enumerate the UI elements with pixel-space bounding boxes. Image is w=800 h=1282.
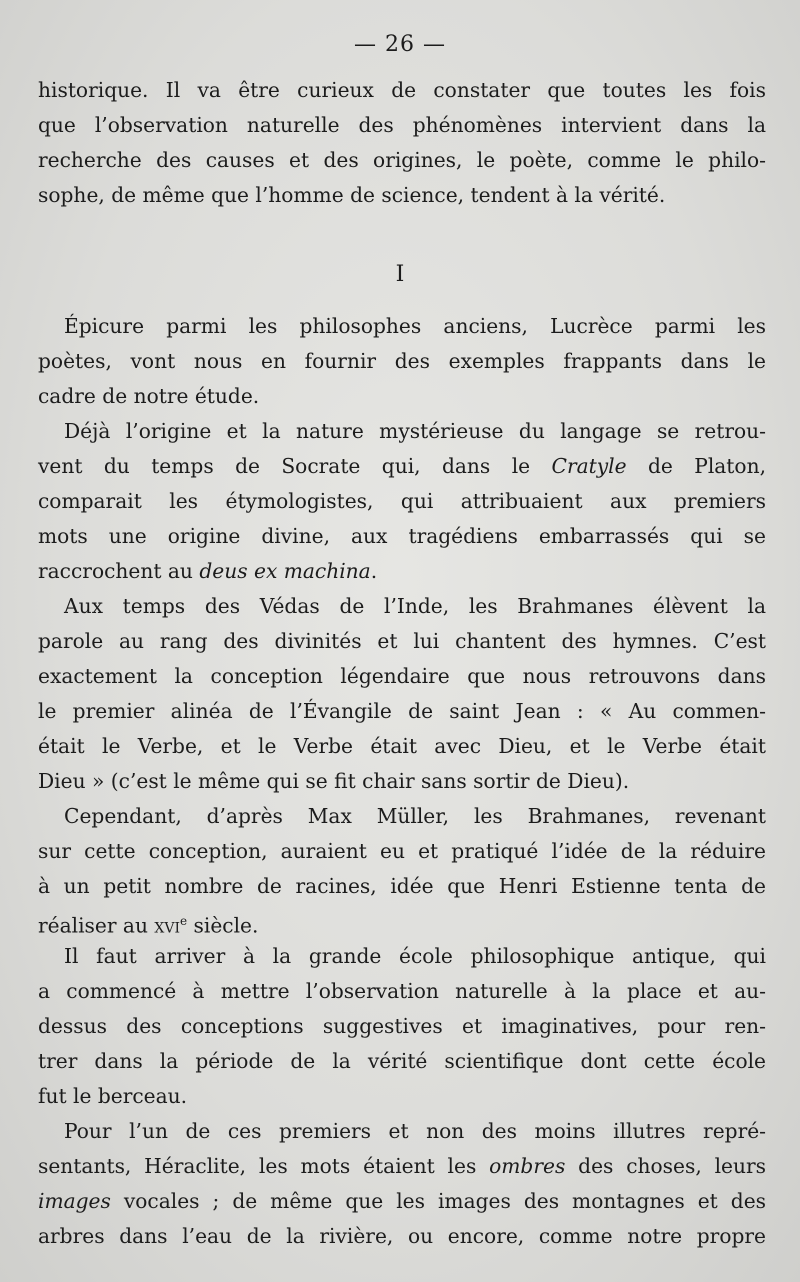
superscript: e (179, 914, 188, 928)
text-fragment: des choses, leurs (565, 1154, 766, 1178)
text-line (38, 1149, 766, 1184)
body-text (38, 309, 766, 1254)
text-fragment: siècle. (187, 913, 259, 938)
text-line: à un petit nombre de racines, idée que Henri Estienne tenta de (38, 874, 766, 898)
italic-title: Cratyle (551, 454, 627, 478)
text-line (38, 449, 766, 484)
text-line: Cependant, d’après Max Müller, les Brahmanes, revenant (64, 804, 766, 828)
text-fragment: vent du temps de Socrate qui, dans le (38, 454, 552, 478)
text-line: Dieu » (c’est le même qui se fit chair sans sortir de Dieu). (38, 769, 630, 793)
text-fragment: raccrochent au (38, 559, 200, 583)
section-heading: I (395, 262, 405, 287)
text-fragment: vocales ; de même que les images des montagnes et des (110, 1189, 766, 1213)
text-line: Épicure parmi les philosophes anciens, Lucrèce parmi les (64, 314, 766, 338)
text-fragment: . (370, 559, 378, 583)
text-line: Déjà l’origine et la nature mystérieuse du langage se retrou- (64, 419, 766, 443)
text-line: était le Verbe, et le Verbe était avec Dieu, et le Verbe était (38, 734, 766, 758)
text-line: mots une origine divine, aux tragédiens embarrassés qui se (38, 524, 766, 548)
text-line: sur cette conception, auraient eu et pratiqué l’idée de la réduire (38, 839, 766, 863)
text-line: recherche des causes et des origines, le poète, comme le philo- (38, 148, 766, 172)
text-line: parole au rang des divinités et lui chantent des hymnes. C’est (38, 629, 766, 653)
text-fragment: réaliser au (38, 913, 155, 938)
text-line: historique. Il va être curieux de constater que toutes les fois (38, 78, 766, 102)
text-line: dessus des conceptions suggestives et imaginatives, pour ren- (38, 1014, 766, 1038)
italic-word: ombres (489, 1154, 566, 1178)
text-line: le premier alinéa de l’Évangile de saint Jean : « Au commen- (38, 699, 766, 723)
text-line (38, 904, 766, 939)
text-line: cadre de notre étude. (38, 384, 260, 408)
italic-word: images (38, 1189, 111, 1213)
text-line: sophe, de même que l’homme de science, tendent à la vérité. (38, 183, 666, 207)
text-line: Il faut arriver à la grande école philosophique antique, qui (64, 944, 766, 968)
text-line: Aux temps des Védas de l’Inde, les Brahmanes élèvent la (64, 594, 766, 618)
century-numeral: xvi (154, 913, 180, 938)
italic-phrase: deus ex machina (199, 559, 371, 583)
text-line (38, 1184, 766, 1219)
text-fragment: sentants, Héraclite, les mots étaient les (38, 1154, 490, 1178)
text-line (38, 554, 766, 589)
text-line: comparait les étymologistes, qui attribuaient aux premiers (38, 489, 766, 513)
page-number: — 26 — (354, 32, 446, 57)
text-line: fut le berceau. (38, 1084, 188, 1108)
text-fragment: de Platon, (626, 454, 766, 478)
text-line: arbres dans l’eau de la rivière, ou encore, comme notre propre (38, 1224, 766, 1248)
text-line: exactement la conception légendaire que nous retrouvons dans (38, 664, 766, 688)
text-line: poètes, vont nous en fournir des exemples frappants dans le (38, 349, 766, 373)
intro-paragraph (38, 73, 766, 213)
text-line: trer dans la période de la vérité scientifique dont cette école (38, 1049, 766, 1073)
text-line: que l’observation naturelle des phénomènes intervient dans la (38, 113, 766, 137)
text-line: a commencé à mettre l’observation naturelle à la place et au- (38, 979, 766, 1003)
text-line: Pour l’un de ces premiers et non des moins illutres repré- (64, 1119, 766, 1143)
